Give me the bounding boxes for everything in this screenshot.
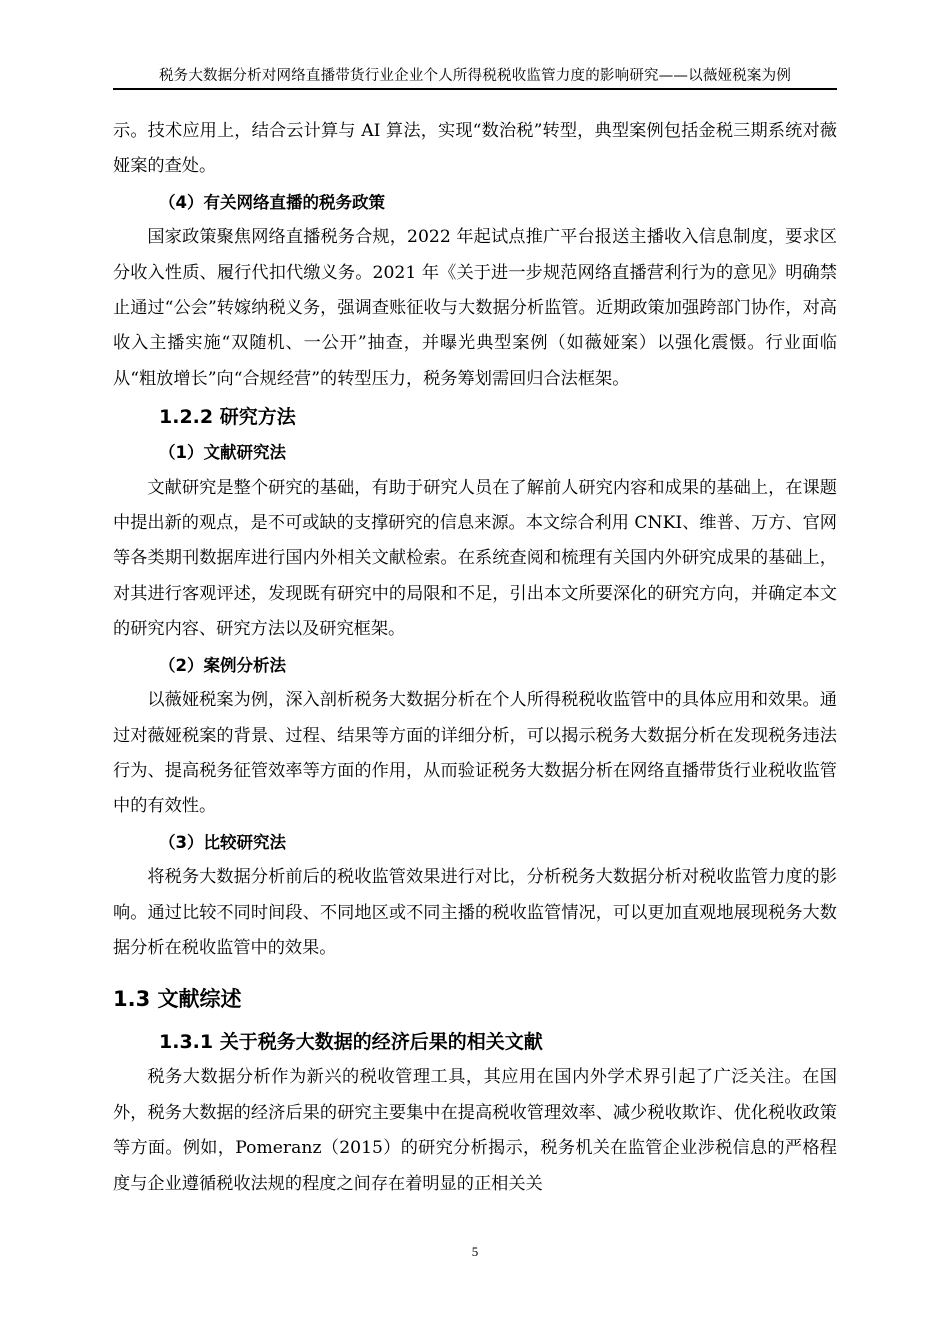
paragraph-comparative-method: 将税务大数据分析前后的税收监管效果进行对比，分析税务大数据分析对税收监管力度的影响。通过比较不同时间段、不同地区或不同主播的税收监管情况，可以更加直观地展现税务大数据分析在税收监管中的效果。 [113, 867, 837, 958]
subheading-comparative-method: （3）比较研究法 [159, 832, 286, 852]
subheading-tax-policy: （4）有关网络直播的税务政策 [159, 192, 385, 212]
paragraph-literature-review: 税务大数据分析作为新兴的税收管理工具，其应用在国内外学术界引起了广泛关注。在国外，税务大数据的经济后果的研究主要集中在提高税收管理效率、减少税收欺诈、优化税收政策等方面。例如，Pomeranz（2015）的研究分析揭示，税务机关在监管企业涉税信息的严格程度与企业遵循税收法规的程度之间存在着明显的正相关关 [113, 1067, 837, 1194]
continued-paragraph: 示。技术应用上，结合云计算与 AI 算法，实现“数治税”转型，典型案例包括金税三期系统对薇娅案的查处。 [113, 121, 837, 177]
running-header: 税务大数据分析对网络直播带货行业企业个人所得税税收监管力度的影响研究——以薇娅税案为例 [113, 66, 837, 90]
subheading-case-analysis: （2）案例分析法 [159, 655, 286, 675]
paragraph-literature-method: 文献研究是整个研究的基础，有助于研究人员在了解前人研究内容和成果的基础上，在课题中提出新的观点，是不可或缺的支撑研究的信息来源。本文综合利用 CNKI、维普、万方、官网等各类期刊数据库进行国内外相关文献检索。在系统查阅和梳理有关国内外研究成果的基础上，对其进行客观评述，发现既有研究中的局限和不足，引出本文所要深化的研究方向，并确定本文的研究内容、研究方法以及研究框架。 [113, 477, 837, 640]
section-heading-1-3-1: 1.3.1 关于税务大数据的经济后果的相关文献 [159, 1031, 543, 1054]
paragraph-tax-policy: 国家政策聚焦网络直播税务合规，2022 年起试点推广平台报送主播收入信息制度，要求区分收入性质、履行代扣代缴义务。2021 年《关于进一步规范网络直播营利行为的意见》明确禁止通过“公会”转嫁纳税义务，强调查账征收与大数据分析监管。近期政策加强跨部门协作，对高收入主播实施“双随机、一公开”抽查，并曝光典型案例（如薇娅案）以强化震慑。行业面临从“粗放增长”向“合规经营”的转型压力，税务筹划需回归合法框架。 [113, 227, 837, 389]
page-number: 5 [471, 1244, 479, 1259]
subheading-literature-method: （1）文献研究法 [159, 443, 286, 463]
page-body [113, 114, 837, 1202]
paragraph-case-analysis: 以薇娅税案为例，深入剖析税务大数据分析在个人所得税税收监管中的具体应用和效果。通过对薇娅税案的背景、过程、结果等方面的详细分析，可以揭示税务大数据分析在发现税务违法行为、提高税务征管效率等方面的作用，从而验证税务大数据分析在网络直播带货行业税收监管中的有效性。 [113, 690, 837, 817]
section-heading-1-3: 1.3 文献综述 [113, 987, 242, 1012]
section-heading-1-2-2: 1.2.2 研究方法 [159, 406, 296, 429]
